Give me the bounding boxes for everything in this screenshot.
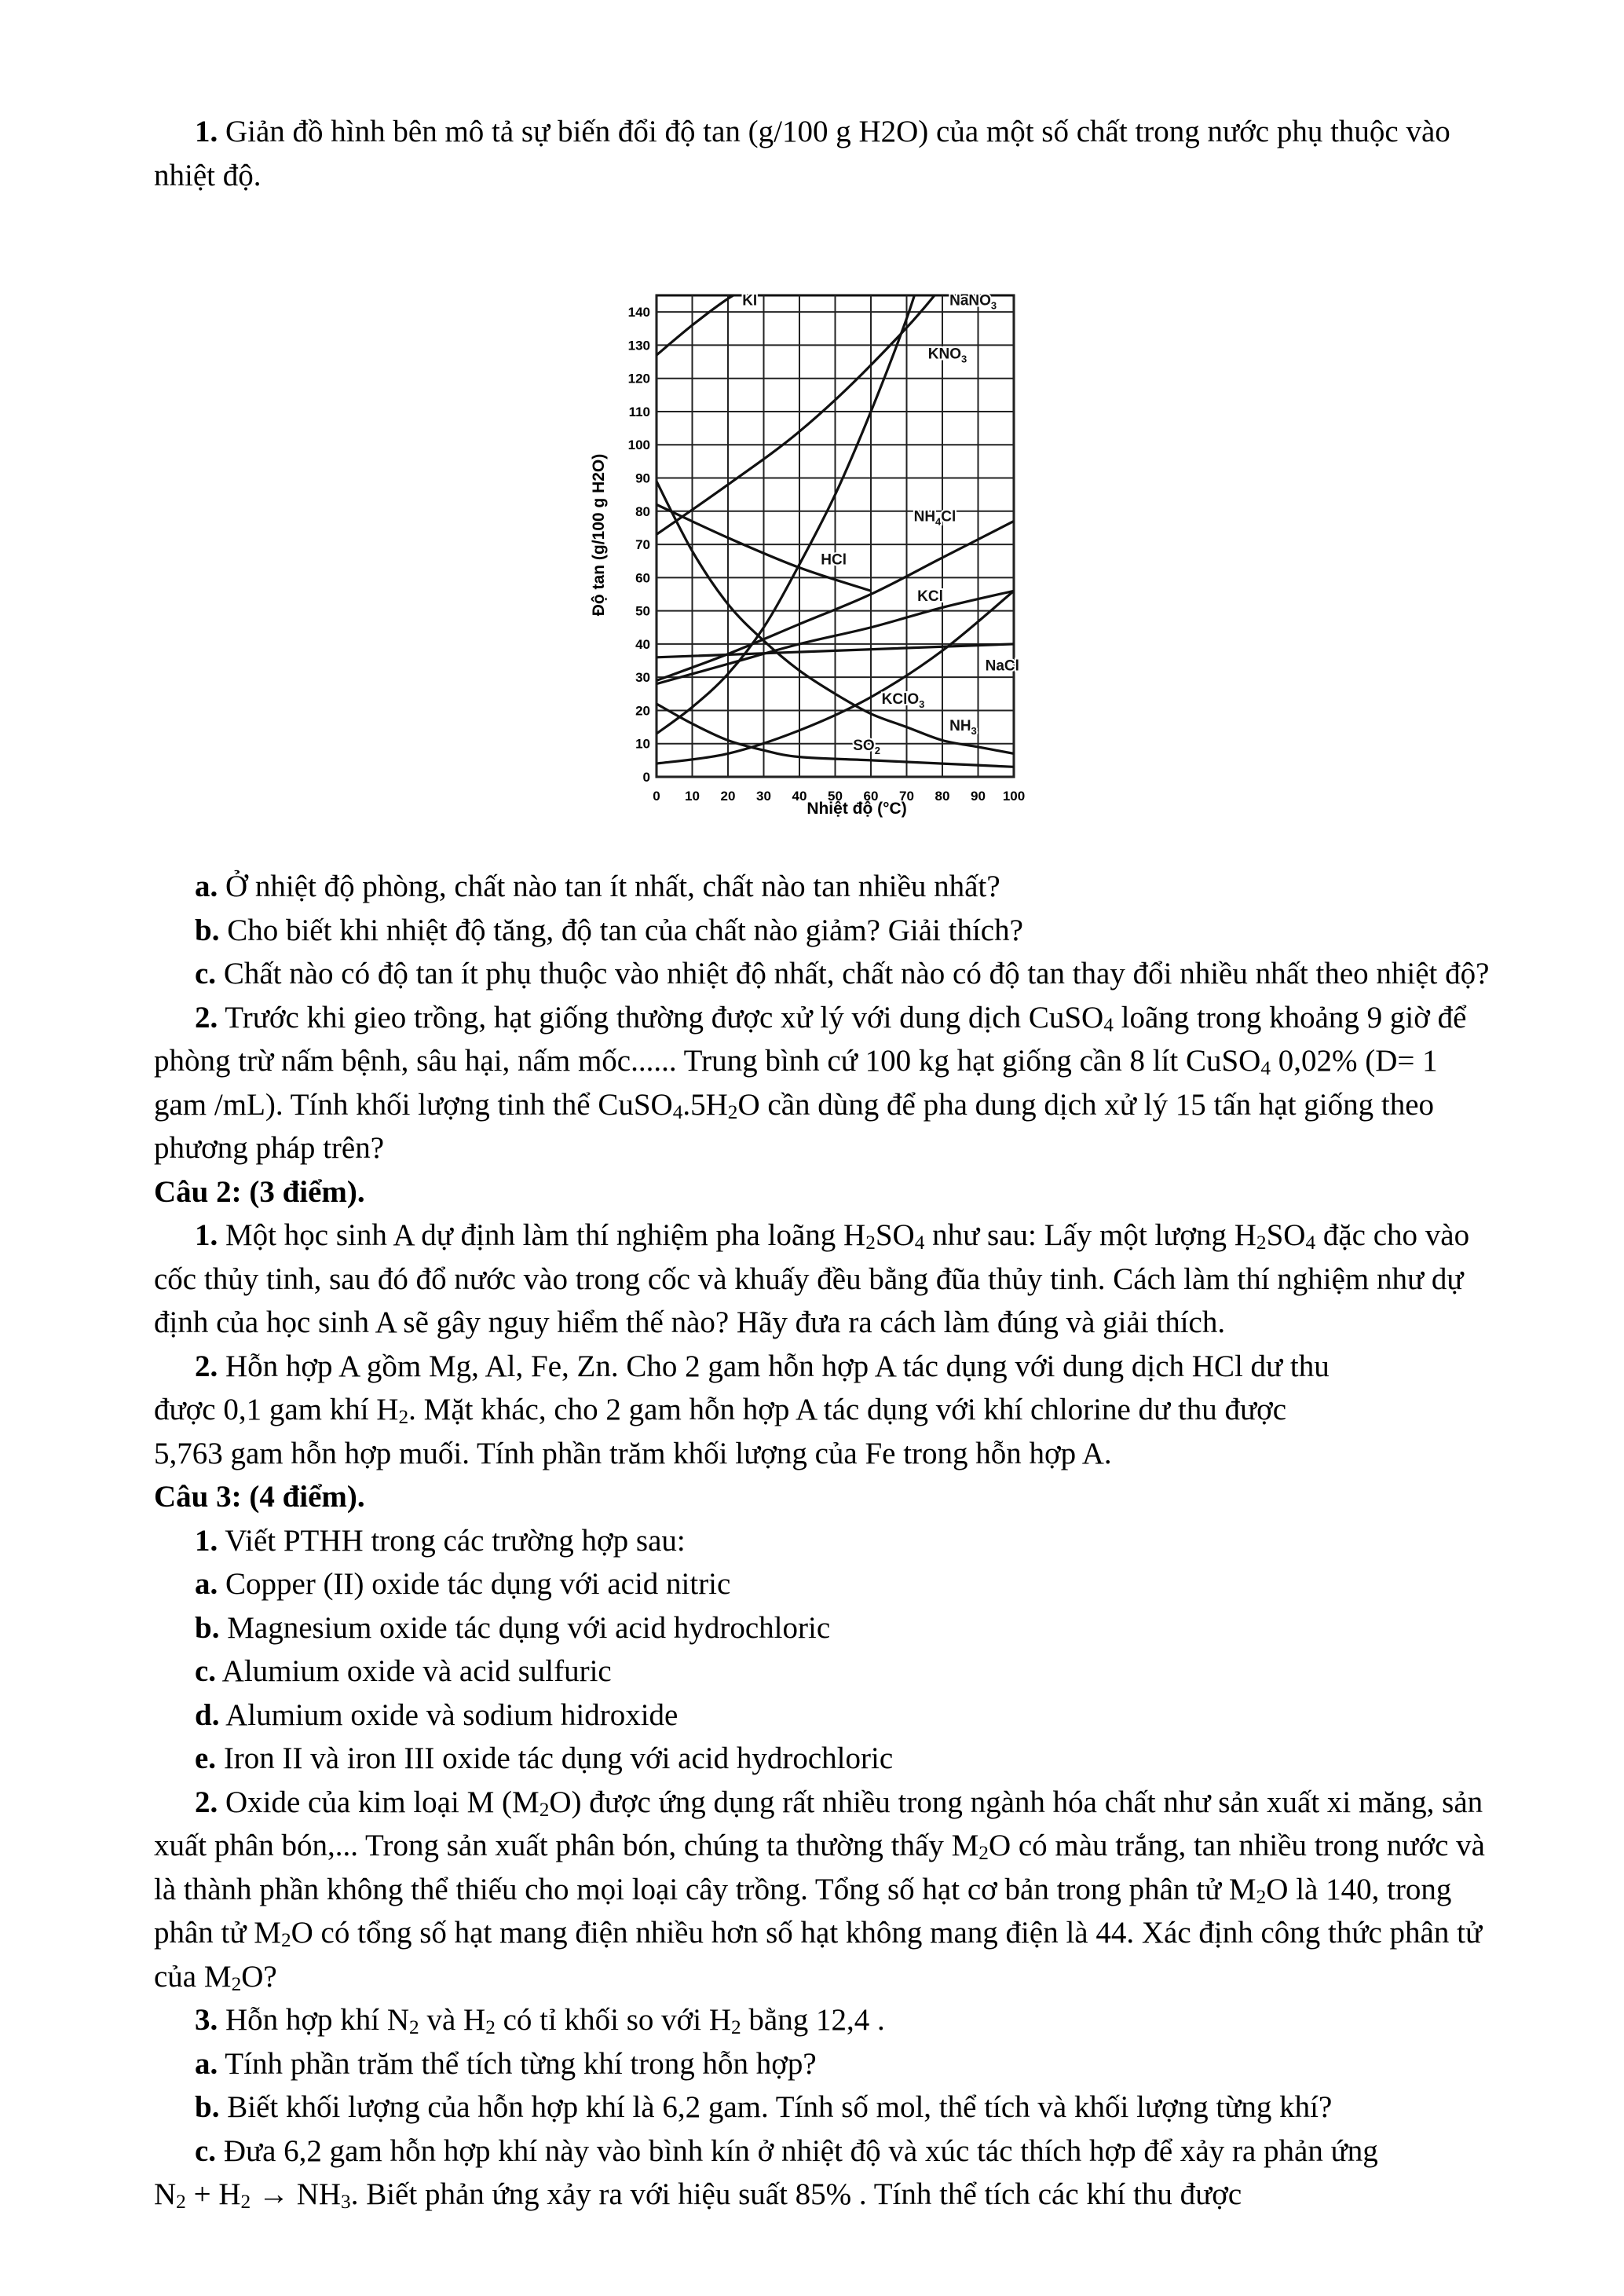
q3-p2-text-a: Oxide của kim loại M (M <box>225 1785 540 1819</box>
q3-p3-text-d: bằng 12,4 . <box>741 2003 885 2037</box>
q1-p2 <box>154 996 1497 1170</box>
q3-p2-text-e: O có tổng số hạt mang điện nhiều hơn số hạt không mang điện là 44. Xác định công thức phân tử của M <box>154 1916 1483 1994</box>
q1-p2-text-c: 0,02% (D= 1 gam /mL). Tính khối lượng tinh thể CuSO <box>154 1044 1438 1122</box>
y-tick-label: 40 <box>635 636 650 652</box>
q2-p1-text-c: như sau: Lấy một lượng H <box>924 1218 1256 1252</box>
q1-p1-text: Giản đồ hình bên mô tả sự biến đổi độ tan (g/100 g H2O) của một số chất trong nước phụ thuộc vào nhiệt độ. <box>154 115 1450 192</box>
q3-e <box>154 1737 1497 1781</box>
chart-grid <box>657 292 1014 777</box>
y-tick-label: 110 <box>628 404 650 419</box>
subscript: 2 <box>485 2016 496 2039</box>
subscript: 2 <box>240 2191 251 2214</box>
y-tick-label: 10 <box>635 736 650 752</box>
series-label-nh4cl: $NH_4Cl$ <box>913 508 956 528</box>
series-label-hcl: HCl <box>821 551 847 569</box>
q3-p2-text-f: O? <box>241 1959 277 1994</box>
q3-e-label: e. <box>195 1741 217 1775</box>
q2-p2-line3: 5,763 gam hỗn hợp muối. Tính phần trăm khối lượng của Fe trong hỗn hợp A. <box>154 1436 1112 1470</box>
document-page <box>154 110 1497 2217</box>
eq-text-b: + H <box>185 2177 241 2211</box>
x-tick-label: 60 <box>863 789 879 804</box>
y-tick-label: 30 <box>635 670 650 686</box>
q3-p2-text-d: O là 140, trong phân tử M <box>154 1872 1452 1950</box>
subscript: 2 <box>539 1798 550 1821</box>
subscript: 2 <box>231 1972 242 1995</box>
x-tick-label: 70 <box>899 789 914 804</box>
y-tick-label: 60 <box>635 570 650 586</box>
x-tick-label: 30 <box>756 789 771 804</box>
q1-a <box>154 865 1497 909</box>
q2-p2-text-b: được 0,1 gam khí H <box>154 1393 399 1426</box>
series-label-ki: KI <box>742 292 758 309</box>
subscript: 2 <box>280 1929 291 1952</box>
y-tick-label: 50 <box>635 603 650 619</box>
q3-p1-number: 1. <box>195 1523 218 1558</box>
q2-p1 <box>154 1214 1497 1345</box>
q3-a <box>154 1562 1497 1606</box>
x-axis-label: Nhiệt độ (°C) <box>807 800 907 818</box>
y-tick-label: 20 <box>635 703 650 719</box>
q2-p1-text-b: SO <box>875 1218 915 1252</box>
q3-b-label: b. <box>195 1610 220 1645</box>
q2-p2-number: 2. <box>195 1349 218 1383</box>
y-tick-label: 100 <box>627 438 650 453</box>
x-tick-label: 100 <box>1002 789 1026 804</box>
q3-3b <box>154 2085 1497 2129</box>
q2-p2-text-c: . Mặt khác, cho 2 gam hỗn hợp A tác dụng với khí chlorine dư thu được <box>408 1393 1287 1426</box>
q3-b-text: Magnesium oxide tác dụng với acid hydrochloric <box>227 1610 831 1645</box>
q2-p2-line2 <box>154 1388 1497 1432</box>
subscript: 2 <box>398 1406 409 1429</box>
subscript: 3 <box>341 2191 351 2214</box>
q1-p2-text-e: O cần dùng để pha dung dịch xử lý 15 tấn hạt giống theo phương pháp trên? <box>154 1087 1435 1165</box>
q2-p1-number: 1. <box>195 1218 218 1252</box>
q3-3c <box>154 2129 1497 2173</box>
reaction-equation-line <box>154 2173 1497 2217</box>
q1-a-text: Ở nhiệt độ phòng, chất nào tan ít nhất, chất nào tan nhiều nhất? <box>225 870 1000 903</box>
series-label-nh3: $NH_3$ <box>949 717 977 737</box>
series-label-so2: $SO_2$ <box>853 738 880 757</box>
q2-heading: Câu 2: (3 điểm). <box>154 1174 365 1209</box>
subscript: 2 <box>409 2016 419 2039</box>
q3-e-text: Iron II và iron III oxide tác dụng với acid hydrochloric <box>223 1741 894 1775</box>
x-tick-label: 0 <box>653 789 660 804</box>
eq-text-c: → NH <box>251 2177 342 2211</box>
q1-b-text: Cho biết khi nhiệt độ tăng, độ tan của chất nào giảm? Giải thích? <box>227 913 1023 947</box>
q3-p1-text: Viết PTHH trong các trường hợp sau: <box>225 1523 686 1558</box>
y-tick-label: 70 <box>635 537 650 553</box>
q3-p3-number: 3. <box>195 2003 218 2037</box>
subscript: 2 <box>1256 1885 1267 1908</box>
q3-p3-text-b: và H <box>419 2003 486 2037</box>
subscript: 2 <box>978 1842 989 1865</box>
q3-p2-number: 2. <box>195 1785 218 1819</box>
q1-p2-text-b: loãng trong khoảng 9 giờ để phòng trừ nấm bệnh, sâu hại, nấm mốc...... Trung bình cứ 100 kg hạt giống cần 8 lít CuSO <box>154 1000 1467 1078</box>
q3-a-text: Copper (II) oxide tác dụng với acid nitric <box>225 1567 731 1601</box>
x-tick-label: 80 <box>935 789 950 804</box>
series-label-nano3: NaNO$_3$ <box>949 292 997 312</box>
q3-p3-text-c: có tỉ khối so với H <box>495 2003 731 2037</box>
subscript: 4 <box>914 1232 925 1254</box>
q1-b-label: b. <box>195 913 220 947</box>
q2-p1-text-e: đặc cho vào cốc thủy tinh, sau đó đổ nước vào trong cốc và khuấy đều bằng đũa thủy tinh. Cách làm thí nghiệm như dự định của học sinh A sẽ gây nguy hiểm thế nào? Hãy đưa ra cách làm đúng và giải thích. <box>154 1218 1470 1339</box>
subscript: 2 <box>865 1232 876 1254</box>
subscript: 4 <box>1103 1013 1114 1036</box>
x-tick-label: 90 <box>971 789 986 804</box>
q1-p2-number: 2. <box>195 1000 218 1034</box>
q3-3c-text: Đưa 6,2 gam hỗn hợp khí này vào bình kín ở nhiệt độ và xúc tác thích hợp để xảy ra phản ứng <box>223 2133 1378 2168</box>
solubility-chart <box>582 197 1069 857</box>
q1-p2-text-d: .5H <box>682 1087 728 1122</box>
y-axis-label: Độ tan (g/100 g H2O) <box>590 453 608 617</box>
q1-intro <box>154 110 1497 197</box>
subscript: 2 <box>731 2016 741 2039</box>
x-tick-label: 50 <box>828 789 843 804</box>
subscript: 2 <box>176 2191 186 2214</box>
q3-d-text: Alumium oxide và sodium hidroxide <box>225 1697 678 1732</box>
x-tick-label: 20 <box>720 789 736 804</box>
series-label-kclo3: KClO$_3$ <box>881 690 925 710</box>
q3-c <box>154 1650 1497 1694</box>
series-label-nacl: NaCl <box>985 657 1019 675</box>
eq-text-a: N <box>154 2177 177 2211</box>
series-label-kno3: $KNO_3$ <box>927 346 967 365</box>
q2-p1-text-d: SO <box>1266 1218 1306 1252</box>
solubility-figure <box>154 197 1497 865</box>
q3-p1 <box>154 1519 1497 1563</box>
q3-3a-text: Tính phần trăm thể tích từng khí trong hỗn hợp? <box>225 2046 817 2081</box>
q1-p2-text-a: Trước khi gieo trồng, hạt giống thường được xử lý với dung dịch CuSO <box>225 1000 1104 1034</box>
q3-3a-label: a. <box>195 2046 218 2081</box>
x-tick-label: 40 <box>792 789 807 804</box>
q3-3b-label: b. <box>195 2090 220 2124</box>
y-tick-label: 140 <box>627 305 650 320</box>
q3-p3-text-a: Hỗn hợp khí N <box>225 2003 410 2037</box>
q3-3a <box>154 2042 1497 2086</box>
subscript: 4 <box>1260 1057 1271 1080</box>
subscript: 4 <box>1305 1232 1316 1254</box>
y-tick-label: 130 <box>627 338 650 353</box>
y-tick-label: 90 <box>635 471 650 486</box>
q3-3c-label: c. <box>195 2133 217 2168</box>
q3-heading: Câu 3: (4 điểm). <box>154 1480 365 1514</box>
y-tick-label: 80 <box>635 504 650 519</box>
q3-b <box>154 1606 1497 1650</box>
x-tick-label: 10 <box>685 789 700 804</box>
series-label-kcl: KCl <box>917 588 943 605</box>
q1-a-label: a. <box>195 870 218 903</box>
q3-3b-text: Biết khối lượng của hỗn hợp khí là 6,2 gam. Tính số mol, thể tích và khối lượng từng khí? <box>227 2090 1333 2124</box>
q2-p2-text-a: Hỗn hợp A gồm Mg, Al, Fe, Zn. Cho 2 gam hỗn hợp A tác dụng với dung dịch HCl dư thu <box>225 1349 1330 1383</box>
q3-c-label: c. <box>195 1654 217 1688</box>
subscript: 2 <box>727 1100 738 1123</box>
q3-c-text: Alumium oxide và acid sulfuric <box>221 1654 612 1688</box>
subscript: 4 <box>672 1100 683 1123</box>
y-tick-label: 0 <box>642 770 650 785</box>
q3-p2-text-b: O) được ứng dụng rất nhiều trong ngành hóa chất như sản xuất xi măng, sản xuất phân bón,... Trong sản xuất phân bón, chúng ta thường thấy M <box>154 1785 1483 1862</box>
q3-p2-text-c: O có màu trắng, tan nhiều trong nước và là thành phần không thể thiếu cho mọi loại cây trồng. Tổng số hạt cơ bản trong phân tử M <box>154 1829 1485 1906</box>
q1-c-label: c. <box>195 957 217 991</box>
q1-p1-number: 1. <box>195 115 218 148</box>
q3-a-label: a. <box>195 1567 218 1601</box>
y-tick-label: 120 <box>627 371 650 386</box>
q3-p3 <box>154 1998 1497 2042</box>
q2-p2-line1 <box>154 1345 1497 1389</box>
q1-c <box>154 952 1497 996</box>
q1-b <box>154 909 1497 953</box>
q3-d-label: d. <box>195 1697 220 1732</box>
q3-d <box>154 1694 1497 1738</box>
eq-text-d: . Biết phản ứng xảy ra với hiệu suất 85% . Tính thể tích các khí thu được <box>350 2177 1242 2211</box>
q1-c-text: Chất nào có độ tan ít phụ thuộc vào nhiệt độ nhất, chất nào có độ tan thay đổi nhiều nhất theo nhiệt độ? <box>223 957 1490 991</box>
subscript: 2 <box>1256 1232 1267 1254</box>
q2-p1-text-a: Một học sinh A dự định làm thí nghiệm pha loãng H <box>225 1218 866 1252</box>
q3-p2 <box>154 1781 1497 1999</box>
